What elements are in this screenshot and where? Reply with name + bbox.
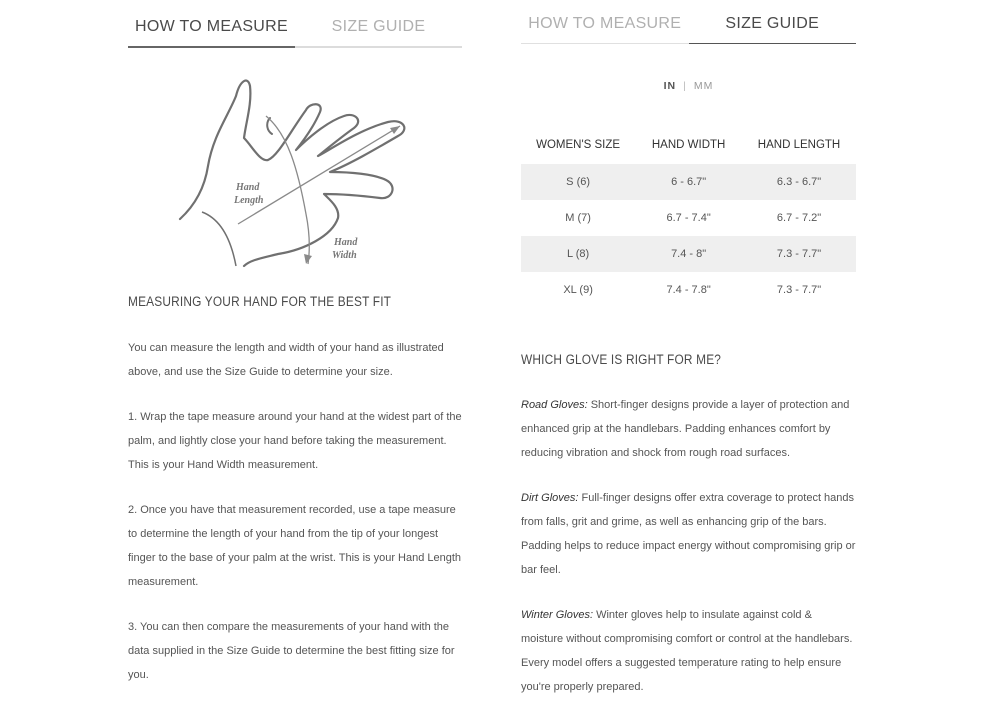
tab-how-to-measure[interactable]: HOW TO MEASURE <box>521 0 689 44</box>
hand-length-label-1: Hand <box>236 182 260 193</box>
dirt-gloves-paragraph <box>521 486 856 582</box>
length-cell: 7.3 - 7.7" <box>742 236 856 272</box>
table-row <box>521 164 856 200</box>
width-cell: 7.4 - 8" <box>635 236 742 272</box>
hand-outline <box>180 81 404 266</box>
unit-separator: | <box>683 80 687 92</box>
length-cell: 6.7 - 7.2" <box>776 212 822 224</box>
table-header-row <box>521 126 856 164</box>
size-cell: M (7) <box>565 212 591 224</box>
tab-size-guide[interactable]: SIZE GUIDE <box>295 0 462 48</box>
table-row <box>521 236 856 272</box>
right-tab-bar <box>521 0 856 44</box>
unit-toggle <box>521 80 856 92</box>
length-cell: 6.3 - 6.7" <box>742 164 856 200</box>
winter-gloves-text: Winter gloves help to insulate against cold & moisture without compromising comfort or control at the handlebars. Every model offers a suggested temperature rating to help ensure you're properly prepared. <box>521 609 853 693</box>
step-2-paragraph: 2. Once you have that measurement recorded, use a tape measure to determine the length of your hand from the tip of your longest finger to the base of your palm at the wrist. This is your Hand Length measurement. <box>128 504 462 588</box>
table-row <box>521 272 856 308</box>
header-womens-size: WOMEN'S SIZE <box>536 139 621 151</box>
width-cell: 7.4 - 7.8" <box>666 284 711 296</box>
intro-paragraph: You can measure the length and width of your hand as illustrated above, and use the Size Guide to determine your size. <box>128 342 444 378</box>
unit-inches-option[interactable]: IN <box>663 80 677 92</box>
step-3-paragraph: 3. You can then compare the measurements of your hand with the data supplied in the Size Guide to determine the best fitting size for you. <box>128 621 455 681</box>
header-hand-length: HAND LENGTH <box>757 139 841 151</box>
hand-measurement-illustration <box>178 74 418 270</box>
size-table <box>521 126 856 308</box>
hand-length-label-2: Length <box>234 195 264 206</box>
header-hand-width: HAND WIDTH <box>651 139 726 151</box>
tab-size-guide[interactable]: SIZE GUIDE <box>689 0 857 44</box>
width-cell: 6 - 6.7" <box>635 164 742 200</box>
hand-length-arrow <box>238 126 400 224</box>
size-cell: XL (9) <box>563 284 593 296</box>
tab-how-to-measure[interactable]: HOW TO MEASURE <box>128 0 295 48</box>
left-tab-bar <box>128 0 462 48</box>
unit-mm-option[interactable]: MM <box>693 80 714 92</box>
step-1-paragraph: 1. Wrap the tape measure around your hand at the widest part of the palm, and lightly close your hand before taking the measurement. This is your Hand Width measurement. <box>128 411 462 471</box>
dirt-gloves-name: Dirt Gloves: <box>521 492 579 504</box>
road-gloves-text: Short-finger designs provide a layer of protection and enhanced grip at the handlebars. Padding enhances comfort by reducing vibration and shock from rough road surfaces. <box>521 399 850 459</box>
size-guide-panel <box>521 0 856 693</box>
dirt-gloves-text: Full-finger designs offer extra coverage to protect hands from falls, grit and grime, as well as enhancing grip of the bars. Padding helps to reduce impact energy without compromising grip or bar feel. <box>521 492 856 576</box>
road-gloves-name: Road Gloves: <box>521 399 588 411</box>
length-cell: 7.3 - 7.7" <box>776 284 822 296</box>
hand-width-label-1: Hand <box>334 237 358 248</box>
how-to-measure-panel <box>128 0 462 681</box>
measuring-section-title: MEASURING YOUR HAND FOR THE BEST FIT <box>128 294 392 309</box>
which-glove-section-title: WHICH GLOVE IS RIGHT FOR ME? <box>521 352 722 367</box>
width-cell: 6.7 - 7.4" <box>666 212 711 224</box>
road-gloves-paragraph <box>521 393 856 465</box>
table-row <box>521 200 856 236</box>
size-cell: L (8) <box>521 236 635 272</box>
winter-gloves-name: Winter Gloves: <box>521 609 594 621</box>
size-cell: S (6) <box>521 164 635 200</box>
hand-width-label-2: Width <box>332 250 357 261</box>
winter-gloves-paragraph <box>521 603 856 699</box>
